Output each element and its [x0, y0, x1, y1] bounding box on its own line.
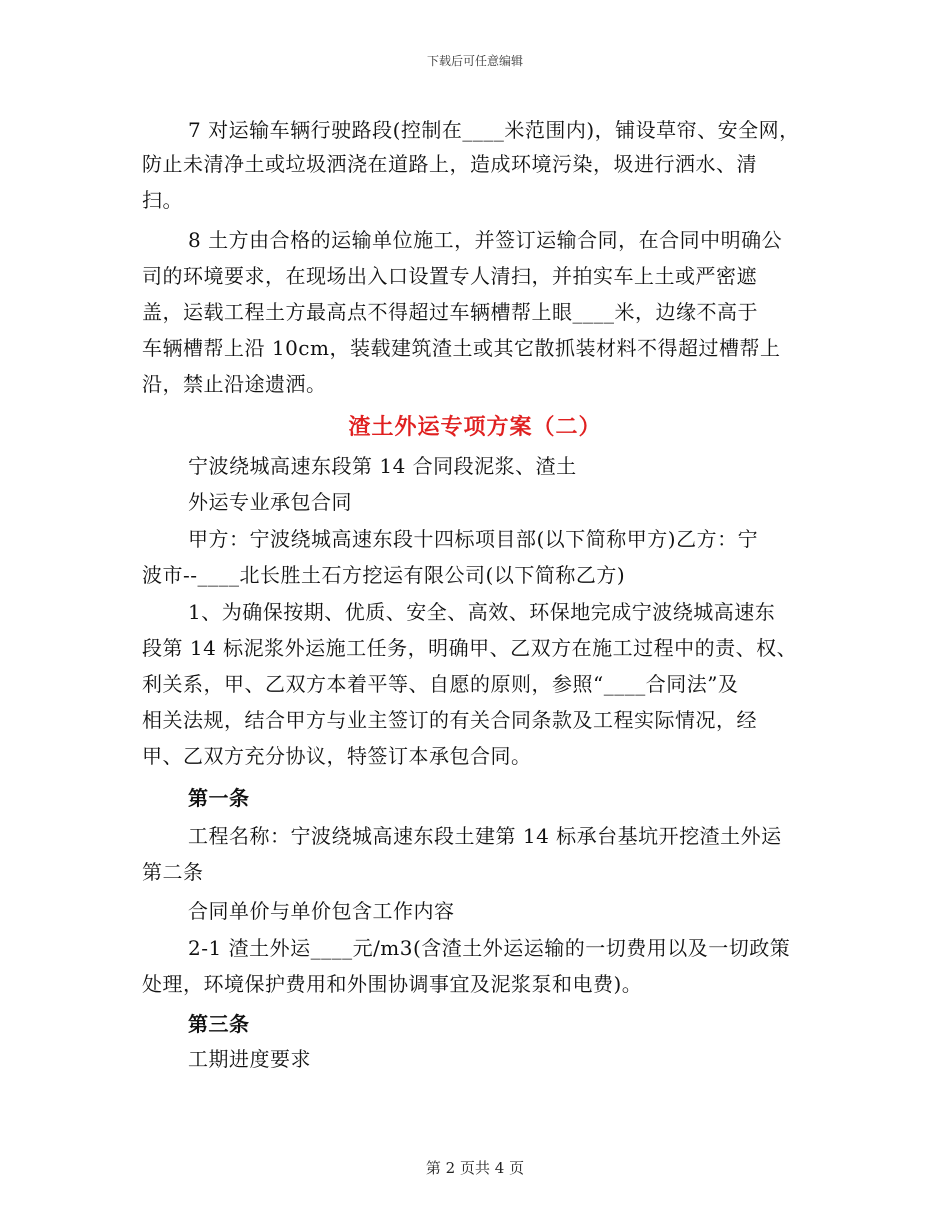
paragraph-line: 甲、乙双方充分协议，特签订本承包合同。 [142, 744, 532, 768]
paragraph-line: 1、为确保按期、优质、安全、高效、环保地完成宁波绕城高速东 [188, 600, 776, 624]
paragraph-line: 波市--____北长胜土石方挖运有限公司(以下简称乙方) [142, 563, 626, 587]
paragraph-line: 7 对运输车辆行驶路段(控制在____米范围内)，铺设草帘、安全网， [188, 118, 800, 142]
paragraph-line: 司的环境要求，在现场出入口设置专人清扫，并拍实车上土或严密遮 [142, 264, 757, 288]
paragraph-line: 相关法规，结合甲方与业主签订的有关合同条款及工程实际情况，经 [142, 708, 757, 732]
page-header: 下载后可任意编辑 [426, 54, 523, 68]
paragraph-line: 合同单价与单价包含工作内容 [188, 899, 455, 923]
page-footer: 第 2 页共 4 页 [425, 1159, 525, 1177]
document-title: 渣土外运专项方案（二） [348, 414, 602, 440]
paragraph-line: 处理，环境保护费用和外围协调事宜及泥浆泵和电费)。 [142, 972, 643, 996]
paragraph-line: 段第 14 标泥浆外运施工任务，明确甲、乙双方在施工过程中的责、权、 [142, 636, 798, 660]
paragraph-line: 外运专业承包合同 [188, 490, 352, 514]
paragraph-line: 防止未清净土或垃圾洒浇在道路上，造成环境污染，圾进行洒水、清 [142, 152, 757, 176]
paragraph-line: 车辆槽帮上沿 10cm，装载建筑渣土或其它散抓装材料不得超过槽帮上 [142, 336, 781, 360]
paragraph-line: 沿，禁止沿途遗洒。 [142, 372, 327, 396]
paragraph-line: 甲方：宁波绕城高速东段十四标项目部(以下简称甲方)乙方：宁 [188, 527, 759, 551]
paragraph-line: 8 土方由合格的运输单位施工，并签订运输合同，在合同中明确公 [188, 228, 783, 252]
paragraph-line: 利关系，甲、乙双方本着平等、自愿的原则，参照“____合同法”及 [142, 672, 739, 696]
section-heading: 第一条 [188, 786, 250, 810]
paragraph-line: 宁波绕城高速东段第 14 合同段泥浆、渣土 [188, 454, 577, 478]
section-heading: 第二条 [142, 860, 204, 884]
paragraph-line: 盖，运载工程土方最高点不得超过车辆槽帮上眼____米，边缘不高于 [142, 300, 758, 324]
paragraph-line: 2-1 渣土外运____元/m3(含渣土外运运输的一切费用以及一切政策 [188, 936, 791, 960]
paragraph-line: 工期进度要求 [188, 1047, 311, 1071]
paragraph-line: 工程名称：宁波绕城高速东段土建第 14 标承台基坑开挖渣土外运 [188, 824, 782, 848]
section-heading: 第三条 [188, 1012, 250, 1036]
paragraph-line: 扫。 [142, 188, 183, 212]
